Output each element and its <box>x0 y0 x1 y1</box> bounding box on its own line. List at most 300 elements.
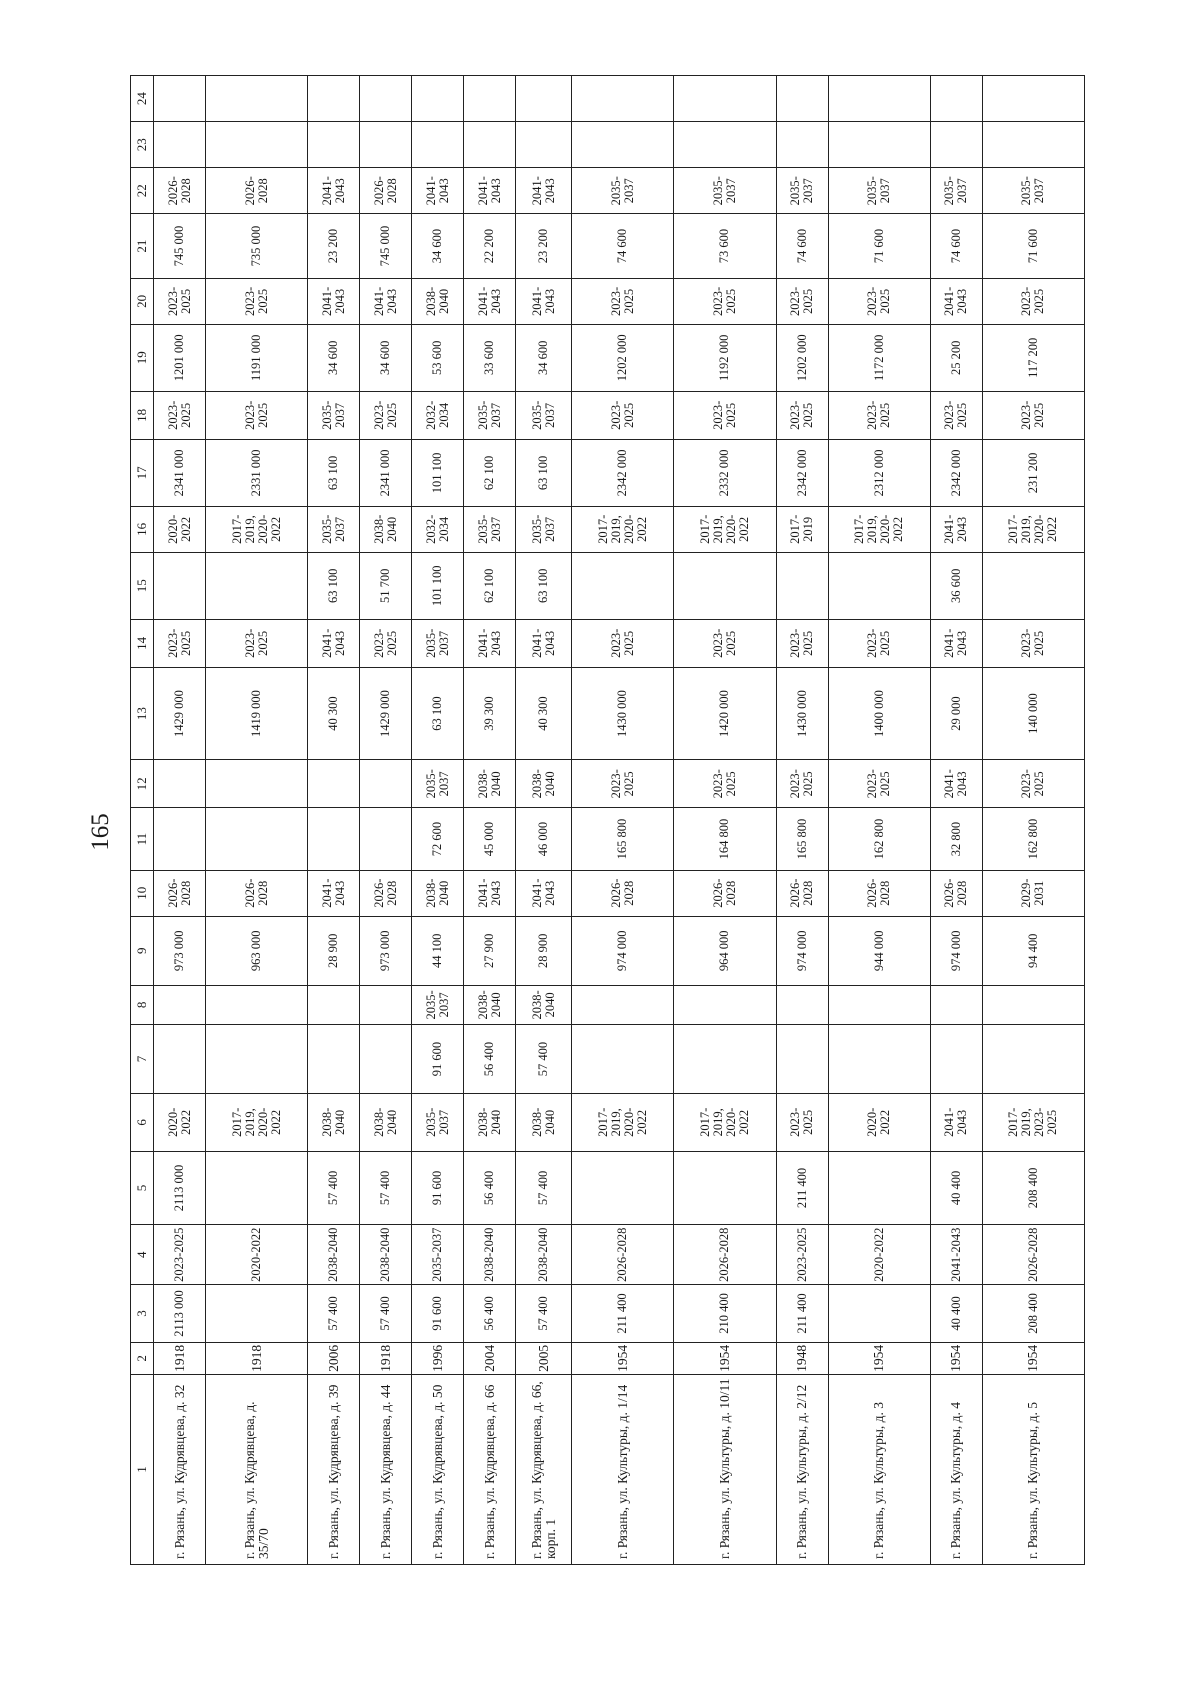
column-header: 17 <box>131 440 154 507</box>
address-cell: г. Рязань, ул. Культуры, д. 10/11 <box>674 1375 776 1565</box>
table-cell: 56 400 <box>464 1024 516 1093</box>
column-header: 24 <box>131 76 154 122</box>
address-cell: г. Рязань, ул. Культуры, д. 3 <box>828 1375 930 1565</box>
table-cell: 62 100 <box>464 552 516 619</box>
table-cell: 165 800 <box>572 808 674 870</box>
table-cell: 1202 000 <box>572 324 674 391</box>
table-cell: 2035-2037 <box>572 168 674 214</box>
column-header: 6 <box>131 1094 154 1152</box>
year-cell: 1954 <box>930 1342 982 1374</box>
table-cell: 2041-2043 <box>308 278 360 324</box>
table-cell <box>828 122 930 168</box>
table-cell: 973 000 <box>154 916 206 985</box>
column-header: 23 <box>131 122 154 168</box>
year-cell: 2004 <box>464 1342 516 1374</box>
address-cell: г. Рязань, ул. Кудрявцева, д. 66, корп. 1 <box>516 1375 572 1565</box>
table-cell: 2035-2037 <box>464 506 516 552</box>
table-cell: 2026-2028 <box>982 1225 1084 1285</box>
table-cell <box>828 76 930 122</box>
table-cell <box>572 1151 674 1225</box>
table-cell: 2035-2037 <box>412 985 464 1024</box>
table-cell: 29 000 <box>930 668 982 760</box>
year-cell: 1918 <box>360 1342 412 1374</box>
year-cell: 1918 <box>206 1342 308 1374</box>
table-cell: 2041-2043 <box>516 168 572 214</box>
data-table <box>130 75 1085 1565</box>
table-cell: 2023-2025 <box>776 1225 828 1285</box>
column-header: 1 <box>131 1375 154 1565</box>
table-cell: 2041-2043 <box>516 619 572 667</box>
column-header: 14 <box>131 619 154 667</box>
table-cell: 1201 000 <box>154 324 206 391</box>
table-cell: 2032-2034 <box>412 506 464 552</box>
table-cell <box>412 76 464 122</box>
column-header: 21 <box>131 214 154 278</box>
table-cell: 2035-2037 <box>516 391 572 439</box>
year-cell: 1954 <box>572 1342 674 1374</box>
table-cell: 2023-2025 <box>776 278 828 324</box>
table-cell: 2023-2025 <box>828 391 930 439</box>
table-cell: 2023-2025 <box>674 278 776 324</box>
table-cell <box>308 122 360 168</box>
table-cell: 2038-2040 <box>412 870 464 916</box>
table-cell: 1172 000 <box>828 324 930 391</box>
table-cell: 91 600 <box>412 1024 464 1093</box>
table-cell: 2041-2043 <box>930 619 982 667</box>
table-cell: 1430 000 <box>776 668 828 760</box>
table-cell: 745 000 <box>154 214 206 278</box>
table-cell: 2020-2022 <box>154 506 206 552</box>
table-cell: 72 600 <box>412 808 464 870</box>
table-cell: 2035-2037 <box>412 760 464 808</box>
table-cell: 63 100 <box>516 440 572 507</box>
year-cell: 1954 <box>828 1342 930 1374</box>
table-cell: 28 900 <box>516 916 572 985</box>
table-cell: 2023-2025 <box>930 391 982 439</box>
table-cell <box>828 552 930 619</box>
table-cell: 2026-2028 <box>828 870 930 916</box>
table-cell <box>930 1024 982 1093</box>
table-cell: 34 600 <box>360 324 412 391</box>
table-cell: 2023-2025 <box>674 391 776 439</box>
table-cell: 27 900 <box>464 916 516 985</box>
table-cell: 45 000 <box>464 808 516 870</box>
table-cell: 2023-2025 <box>360 619 412 667</box>
table-cell: 2035-2037 <box>412 619 464 667</box>
table-cell <box>154 985 206 1024</box>
table-cell: 39 300 <box>464 668 516 760</box>
table-cell: 57 400 <box>360 1285 412 1343</box>
table-cell: 2035-2037 <box>982 168 1084 214</box>
year-cell: 1948 <box>776 1342 828 1374</box>
table-cell: 2038-2040 <box>464 1225 516 1285</box>
table-cell: 2023-2025 <box>154 391 206 439</box>
column-header: 13 <box>131 668 154 760</box>
table-cell: 40 400 <box>930 1285 982 1343</box>
table-cell: 2023-2025 <box>776 1094 828 1152</box>
table-cell: 2017-2019, 2020-2022 <box>674 506 776 552</box>
table-cell: 2341 000 <box>154 440 206 507</box>
table-cell: 2017-2019, 2023-2025 <box>982 1094 1084 1152</box>
table-cell: 2020-2022 <box>828 1225 930 1285</box>
table-cell <box>674 552 776 619</box>
table-cell <box>982 985 1084 1024</box>
table-row <box>206 76 308 1565</box>
table-cell <box>776 76 828 122</box>
table-cell: 2041-2043 <box>516 278 572 324</box>
table-cell: 2038-2040 <box>516 1094 572 1152</box>
table-cell: 745 000 <box>360 214 412 278</box>
table-cell <box>982 122 1084 168</box>
table-cell <box>930 122 982 168</box>
table-cell: 40 400 <box>930 1151 982 1225</box>
table-cell: 57 400 <box>516 1024 572 1093</box>
table-cell <box>154 122 206 168</box>
year-cell: 2006 <box>308 1342 360 1374</box>
table-cell: 2023-2025 <box>982 278 1084 324</box>
table-row <box>572 76 674 1565</box>
table-cell <box>154 1024 206 1093</box>
table-row <box>776 76 828 1565</box>
address-cell: г. Рязань, ул. Культуры, д. 4 <box>930 1375 982 1565</box>
table-cell: 2113 000 <box>154 1285 206 1343</box>
table-cell: 2017-2019, 2020-2022 <box>572 506 674 552</box>
table-cell <box>154 808 206 870</box>
table-cell: 1400 000 <box>828 668 930 760</box>
table-cell <box>154 76 206 122</box>
table-cell: 2038-2040 <box>360 506 412 552</box>
table-cell: 2026-2028 <box>154 870 206 916</box>
table-cell: 2026-2028 <box>776 870 828 916</box>
table-cell: 2020-2022 <box>154 1094 206 1152</box>
table-cell <box>308 808 360 870</box>
table-cell: 2035-2037 <box>776 168 828 214</box>
table-cell: 101 100 <box>412 552 464 619</box>
year-cell: 2005 <box>516 1342 572 1374</box>
table-cell: 2023-2025 <box>572 760 674 808</box>
table-cell: 2023-2025 <box>674 760 776 808</box>
table-cell: 2041-2043 <box>464 168 516 214</box>
column-header: 8 <box>131 985 154 1024</box>
table-cell: 2041-2043 <box>930 1094 982 1152</box>
table-cell <box>516 122 572 168</box>
table-row <box>516 76 572 1565</box>
table-cell: 2342 000 <box>776 440 828 507</box>
table-cell: 2023-2025 <box>206 391 308 439</box>
table-cell: 1192 000 <box>674 324 776 391</box>
table-cell: 2023-2025 <box>572 391 674 439</box>
table-cell: 211 400 <box>776 1151 828 1225</box>
table-cell: 46 000 <box>516 808 572 870</box>
table-row <box>828 76 930 1565</box>
table-row <box>412 76 464 1565</box>
table-cell: 2026-2028 <box>674 870 776 916</box>
table-cell <box>572 122 674 168</box>
table-cell <box>674 1024 776 1093</box>
table-cell <box>308 985 360 1024</box>
table-cell <box>360 760 412 808</box>
table-cell: 44 100 <box>412 916 464 985</box>
table-cell: 2041-2043 <box>516 870 572 916</box>
table-cell: 2041-2043 <box>308 619 360 667</box>
table-cell: 162 800 <box>982 808 1084 870</box>
table-cell: 1420 000 <box>674 668 776 760</box>
table-cell: 2026-2028 <box>572 870 674 916</box>
table-cell: 974 000 <box>930 916 982 985</box>
table-cell: 162 800 <box>828 808 930 870</box>
table-cell: 2026-2028 <box>360 168 412 214</box>
page-number: 165 <box>87 813 114 851</box>
column-header: 9 <box>131 916 154 985</box>
table-cell <box>206 808 308 870</box>
table-cell: 210 400 <box>674 1285 776 1343</box>
table-cell: 2017-2019, 2020-2022 <box>674 1094 776 1152</box>
table-cell: 2023-2025 <box>206 278 308 324</box>
table-cell <box>776 122 828 168</box>
table-cell: 2035-2037 <box>308 391 360 439</box>
table-cell <box>206 985 308 1024</box>
table-cell <box>930 985 982 1024</box>
table-cell: 2020-2022 <box>828 1094 930 1152</box>
address-cell: г. Рязань, ул. Кудрявцева, д. 32 <box>154 1375 206 1565</box>
table-cell: 40 300 <box>308 668 360 760</box>
year-cell: 1996 <box>412 1342 464 1374</box>
table-cell: 2041-2043 <box>308 870 360 916</box>
table-cell: 140 000 <box>982 668 1084 760</box>
table-cell: 1191 000 <box>206 324 308 391</box>
table-cell: 2026-2028 <box>930 870 982 916</box>
table-cell: 2023-2025 <box>982 760 1084 808</box>
table-cell: 2113 000 <box>154 1151 206 1225</box>
column-header: 12 <box>131 760 154 808</box>
table-cell: 22 200 <box>464 214 516 278</box>
table-cell <box>154 552 206 619</box>
column-header: 19 <box>131 324 154 391</box>
table-cell: 2023-2025 <box>982 391 1084 439</box>
table-cell: 165 800 <box>776 808 828 870</box>
table-cell: 2017-2019, 2020-2022 <box>828 506 930 552</box>
table-cell: 2026-2028 <box>572 1225 674 1285</box>
table-cell: 2038-2040 <box>516 760 572 808</box>
table-cell: 51 700 <box>360 552 412 619</box>
table-cell <box>154 760 206 808</box>
table-container <box>130 75 1085 1565</box>
table-cell: 974 000 <box>572 916 674 985</box>
column-header: 22 <box>131 168 154 214</box>
table-cell: 2035-2037 <box>828 168 930 214</box>
table-cell <box>982 552 1084 619</box>
table-cell: 964 000 <box>674 916 776 985</box>
table-cell <box>776 1024 828 1093</box>
table-cell: 2041-2043 <box>412 168 464 214</box>
table-cell <box>982 76 1084 122</box>
table-cell: 56 400 <box>464 1151 516 1225</box>
table-cell: 23 200 <box>308 214 360 278</box>
table-cell: 2023-2025 <box>154 619 206 667</box>
table-cell <box>572 552 674 619</box>
column-header: 16 <box>131 506 154 552</box>
table-cell: 57 400 <box>308 1151 360 1225</box>
column-header: 7 <box>131 1024 154 1093</box>
table-cell <box>572 1024 674 1093</box>
table-cell <box>360 122 412 168</box>
table-cell: 2026-2028 <box>206 168 308 214</box>
table-row <box>464 76 516 1565</box>
table-cell <box>206 1285 308 1343</box>
table-cell: 2023-2025 <box>776 760 828 808</box>
table-cell: 2017-2019, 2020-2022 <box>206 506 308 552</box>
table-cell: 73 600 <box>674 214 776 278</box>
table-cell: 2023-2025 <box>154 278 206 324</box>
table-cell <box>982 1024 1084 1093</box>
address-cell: г. Рязань, ул. Кудрявцева, д. 35/70 <box>206 1375 308 1565</box>
table-cell: 2038-2040 <box>464 1094 516 1152</box>
address-cell: г. Рязань, ул. Кудрявцева, д. 44 <box>360 1375 412 1565</box>
year-cell: 1954 <box>674 1342 776 1374</box>
table-row <box>308 76 360 1565</box>
table-cell: 2032-2034 <box>412 391 464 439</box>
table-cell: 2041-2043 <box>464 619 516 667</box>
address-cell: г. Рязань, ул. Культуры, д. 2/12 <box>776 1375 828 1565</box>
table-cell: 33 600 <box>464 324 516 391</box>
table-cell <box>206 552 308 619</box>
table-cell: 2017-2019, 2020-2022 <box>206 1094 308 1152</box>
table-cell: 944 000 <box>828 916 930 985</box>
table-cell: 1429 000 <box>154 668 206 760</box>
table-cell: 56 400 <box>464 1285 516 1343</box>
table-cell: 1429 000 <box>360 668 412 760</box>
table-cell: 53 600 <box>412 324 464 391</box>
table-cell: 74 600 <box>572 214 674 278</box>
table-cell: 2041-2043 <box>308 168 360 214</box>
table-cell: 2312 000 <box>828 440 930 507</box>
column-header: 5 <box>131 1151 154 1225</box>
table-cell: 94 400 <box>982 916 1084 985</box>
table-cell: 2331 000 <box>206 440 308 507</box>
table-cell <box>206 1024 308 1093</box>
table-cell: 32 800 <box>930 808 982 870</box>
table-cell <box>308 1024 360 1093</box>
table-cell: 1419 000 <box>206 668 308 760</box>
table-cell <box>828 1151 930 1225</box>
table-cell: 71 600 <box>828 214 930 278</box>
table-cell: 2017-2019 <box>776 506 828 552</box>
table-cell <box>776 985 828 1024</box>
table-cell: 57 400 <box>516 1151 572 1225</box>
table-cell: 57 400 <box>516 1285 572 1343</box>
table-cell <box>828 1285 930 1343</box>
table-cell: 28 900 <box>308 916 360 985</box>
column-header: 15 <box>131 552 154 619</box>
table-row <box>982 76 1084 1565</box>
table-cell: 973 000 <box>360 916 412 985</box>
table-cell: 963 000 <box>206 916 308 985</box>
table-cell: 63 100 <box>308 552 360 619</box>
table-cell: 2038-2040 <box>516 985 572 1024</box>
table-cell: 2023-2025 <box>572 278 674 324</box>
table-cell: 23 200 <box>516 214 572 278</box>
table-cell: 2035-2037 <box>930 168 982 214</box>
table-cell <box>360 808 412 870</box>
table-cell <box>360 76 412 122</box>
table-cell: 2041-2043 <box>930 1225 982 1285</box>
table-cell: 2038-2040 <box>412 278 464 324</box>
table-cell: 2020-2022 <box>206 1225 308 1285</box>
table-cell: 2035-2037 <box>464 391 516 439</box>
table-cell <box>516 76 572 122</box>
column-header: 4 <box>131 1225 154 1285</box>
table-cell <box>464 76 516 122</box>
table-cell <box>464 122 516 168</box>
year-cell: 1918 <box>154 1342 206 1374</box>
table-cell: 2026-2028 <box>360 870 412 916</box>
table-cell <box>360 1024 412 1093</box>
table-cell: 40 300 <box>516 668 572 760</box>
table-cell: 2017-2019, 2020-2022 <box>572 1094 674 1152</box>
table-cell <box>206 1151 308 1225</box>
address-cell: г. Рязань, ул. Кудрявцева, д. 66 <box>464 1375 516 1565</box>
table-cell: 1430 000 <box>572 668 674 760</box>
table-cell: 2035-2037 <box>674 168 776 214</box>
table-cell <box>206 760 308 808</box>
table-cell: 2035-2037 <box>516 506 572 552</box>
table-cell: 34 600 <box>308 324 360 391</box>
table-cell <box>206 122 308 168</box>
table-cell: 2038-2040 <box>360 1094 412 1152</box>
table-cell: 34 600 <box>412 214 464 278</box>
column-header: 3 <box>131 1285 154 1343</box>
table-cell: 2023-2025 <box>154 1225 206 1285</box>
table-cell: 62 100 <box>464 440 516 507</box>
table-cell: 208 400 <box>982 1285 1084 1343</box>
table-cell: 231 200 <box>982 440 1084 507</box>
table-cell: 2023-2025 <box>776 391 828 439</box>
table-cell: 2023-2025 <box>206 619 308 667</box>
table-cell: 211 400 <box>776 1285 828 1343</box>
table-cell: 2041-2043 <box>464 870 516 916</box>
table-cell <box>572 76 674 122</box>
table-cell: 2038-2040 <box>464 760 516 808</box>
table-cell: 63 100 <box>516 552 572 619</box>
table-cell: 2038-2040 <box>464 985 516 1024</box>
table-cell: 2341 000 <box>360 440 412 507</box>
table-cell: 2038-2040 <box>360 1225 412 1285</box>
header-row <box>131 76 154 1565</box>
table-cell <box>674 76 776 122</box>
table-cell: 2017-2019, 2020-2022 <box>982 506 1084 552</box>
column-header: 10 <box>131 870 154 916</box>
table-cell: 735 000 <box>206 214 308 278</box>
table-cell: 2041-2043 <box>930 760 982 808</box>
table-cell: 91 600 <box>412 1151 464 1225</box>
address-cell: г. Рязань, ул. Культуры, д. 1/14 <box>572 1375 674 1565</box>
table-cell: 2023-2025 <box>674 619 776 667</box>
table-cell: 2023-2025 <box>360 391 412 439</box>
table-cell: 211 400 <box>572 1285 674 1343</box>
table-cell: 34 600 <box>516 324 572 391</box>
table-cell <box>674 1151 776 1225</box>
table-cell: 2035-2037 <box>412 1094 464 1152</box>
table-cell <box>360 985 412 1024</box>
table-cell: 2038-2040 <box>516 1225 572 1285</box>
table-cell: 101 100 <box>412 440 464 507</box>
table-cell <box>674 122 776 168</box>
table-cell <box>412 122 464 168</box>
table-cell: 36 600 <box>930 552 982 619</box>
column-header: 11 <box>131 808 154 870</box>
table-row <box>930 76 982 1565</box>
table-cell: 2023-2025 <box>776 619 828 667</box>
